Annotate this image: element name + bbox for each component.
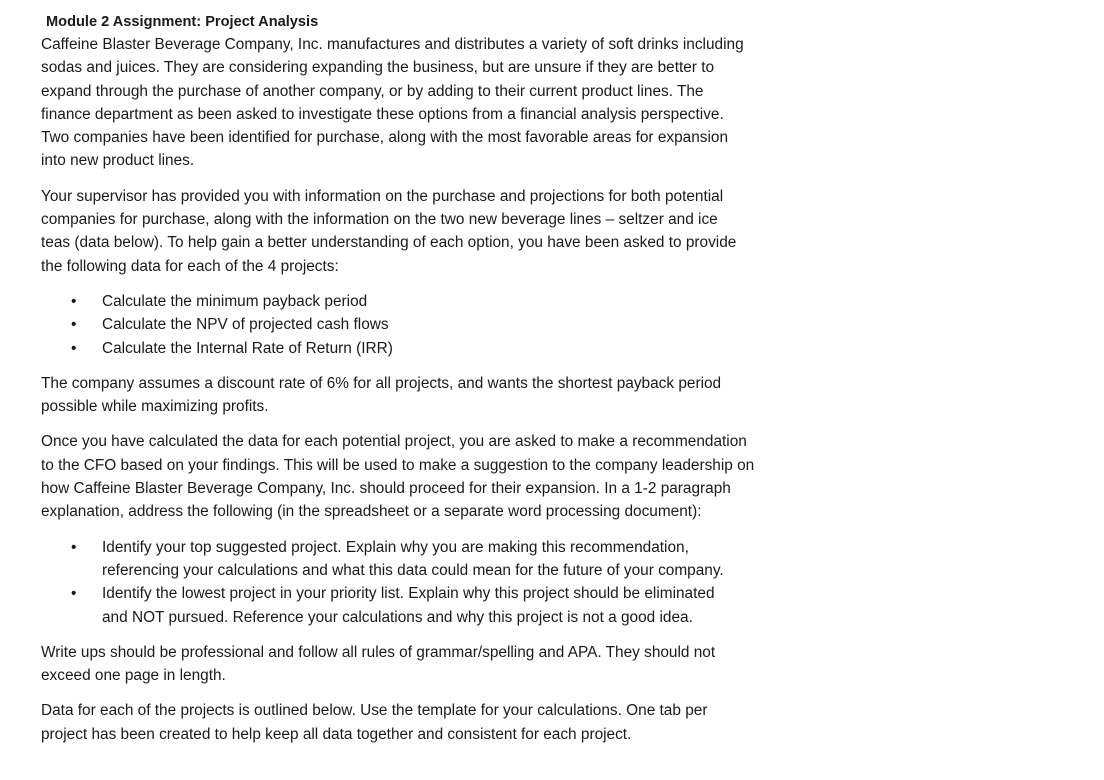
list-item-text: Identify your top suggested project. Explain why you are making this recommendation, xyxy=(102,538,689,556)
list-item xyxy=(41,582,841,629)
text-line: explanation, address the following (in the spreadsheet or a separate word processing document): xyxy=(41,503,702,521)
bullet-icon: • xyxy=(71,316,77,334)
list-item xyxy=(41,337,841,360)
text-line: The company assumes a discount rate of 6% for all projects, and wants the shortest payback period xyxy=(41,374,722,392)
text-line: Once you have calculated the data for each potential project, you are asked to make a recommendation xyxy=(41,433,747,451)
document-title: Module 2 Assignment: Project Analysis xyxy=(46,14,319,30)
text-line: Data for each of the projects is outlined below. Use the template for your calculations. One tab per xyxy=(41,702,708,720)
text-line: finance department as been asked to investigate these options from a financial analysis perspective. xyxy=(41,105,724,123)
text-line: to the CFO based on your findings. This will be used to make a suggestion to the company leadership on xyxy=(41,456,755,474)
intro-paragraph xyxy=(41,33,841,173)
text-line: Caffeine Blaster Beverage Company, Inc. manufactures and distributes a variety of soft drinks including xyxy=(41,36,744,53)
bullet-icon: • xyxy=(71,538,77,556)
discount-paragraph xyxy=(41,372,841,419)
text-line: project has been created to help keep all data together and consistent for each project. xyxy=(41,725,632,743)
writeups-paragraph xyxy=(41,641,841,688)
text-line: expand through the purchase of another company, or by adding to their current product lines. The xyxy=(41,82,704,100)
text-line: sodas and juices. They are considering expanding the business, but are unsure if they are better to xyxy=(41,59,715,77)
text-line: Write ups should be professional and follow all rules of grammar/spelling and APA. They should not xyxy=(41,643,716,661)
text-line: exceed one page in length. xyxy=(41,667,226,685)
list-item xyxy=(41,290,841,313)
supervisor-paragraph xyxy=(41,185,841,278)
list-item-text: referencing your calculations and what this data could mean for the future of your company. xyxy=(102,561,724,579)
assignment-document xyxy=(41,12,841,758)
list-item-text: Identify the lowest project in your priority list. Explain why this project should be eliminated xyxy=(102,585,715,603)
text-line: possible while maximizing profits. xyxy=(41,398,269,416)
recommendation-paragraph xyxy=(41,430,841,523)
text-line: Your supervisor has provided you with information on the purchase and projections for both potential xyxy=(41,187,724,205)
text-line: Two companies have been identified for purchase, along with the most favorable areas for expansion xyxy=(41,129,729,147)
text-line: how Caffeine Blaster Beverage Company, Inc. should proceed for their expansion. In a 1-2 paragraph xyxy=(41,480,731,498)
task-list xyxy=(41,290,841,360)
list-item xyxy=(41,313,841,336)
list-item-text: Calculate the Internal Rate of Return (IRR) xyxy=(102,339,393,357)
text-line: the following data for each of the 4 projects: xyxy=(41,257,339,275)
list-item xyxy=(41,536,841,583)
list-item-text: Calculate the NPV of projected cash flows xyxy=(102,316,389,334)
text-line: teas (data below). To help gain a better understanding of each option, you have been asked to provide xyxy=(41,234,737,252)
bullet-icon: • xyxy=(71,339,77,357)
bullet-icon: • xyxy=(71,292,77,310)
bullet-icon: • xyxy=(71,585,77,603)
list-item-text: and NOT pursued. Reference your calculations and why this project is not a good idea. xyxy=(102,608,693,626)
text-line: into new product lines. xyxy=(41,152,195,170)
text-line: companies for purchase, along with the information on the two new beverage lines – seltzer and ice xyxy=(41,211,718,229)
explanation-list xyxy=(41,536,841,629)
data-note-paragraph xyxy=(41,699,841,746)
list-item-text: Calculate the minimum payback period xyxy=(102,292,368,310)
